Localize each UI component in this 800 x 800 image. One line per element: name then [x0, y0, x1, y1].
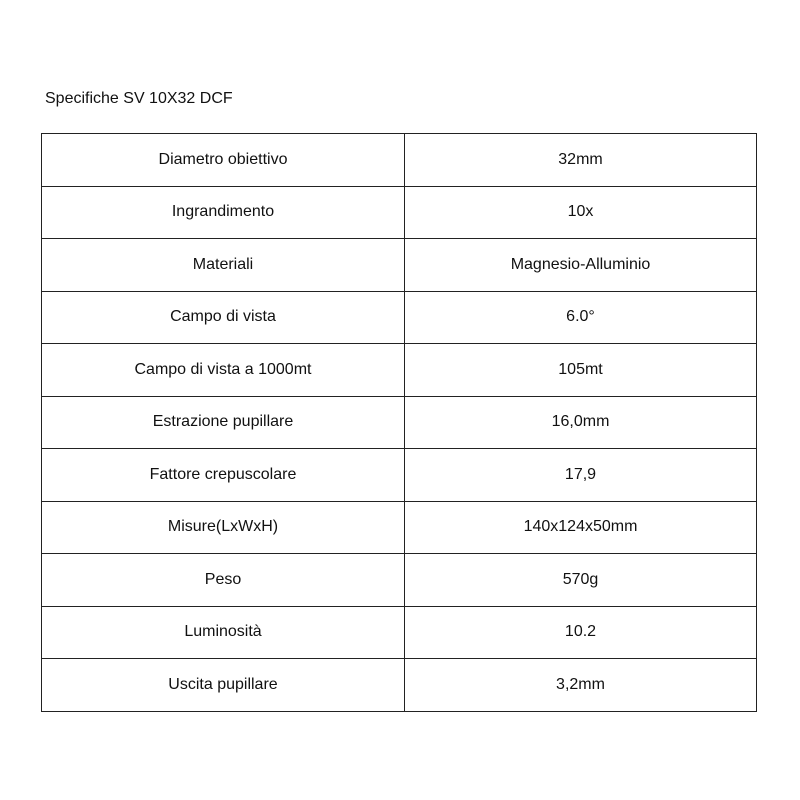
- table-row: [42, 186, 757, 239]
- table-row: [42, 659, 757, 712]
- spec-table: [41, 133, 757, 712]
- table-row: [42, 606, 757, 659]
- spec-value: 16,0mm: [405, 396, 757, 449]
- table-row: [42, 396, 757, 449]
- spec-label: Campo di vista: [42, 291, 405, 344]
- spec-label: Materiali: [42, 239, 405, 292]
- spec-label: Luminosità: [42, 606, 405, 659]
- spec-value: Magnesio-Alluminio: [405, 239, 757, 292]
- table-row: [42, 291, 757, 344]
- spec-label: Uscita pupillare: [42, 659, 405, 712]
- spec-label: Campo di vista a 1000mt: [42, 344, 405, 397]
- spec-value: 32mm: [405, 134, 757, 187]
- spec-label: Misure(LxWxH): [42, 501, 405, 554]
- spec-label: Estrazione pupillare: [42, 396, 405, 449]
- table-row: [42, 239, 757, 292]
- spec-value: 3,2mm: [405, 659, 757, 712]
- table-row: [42, 134, 757, 187]
- spec-value: 140x124x50mm: [405, 501, 757, 554]
- spec-value: 570g: [405, 554, 757, 607]
- table-row: [42, 344, 757, 397]
- spec-value: 10x: [405, 186, 757, 239]
- spec-value: 17,9: [405, 449, 757, 502]
- table-row: [42, 449, 757, 502]
- spec-label: Peso: [42, 554, 405, 607]
- spec-label: Fattore crepuscolare: [42, 449, 405, 502]
- spec-value: 6.0°: [405, 291, 757, 344]
- spec-label: Ingrandimento: [42, 186, 405, 239]
- table-row: [42, 554, 757, 607]
- table-row: [42, 501, 757, 554]
- document-title: Specifiche SV 10X32 DCF: [45, 90, 233, 107]
- spec-value: 10.2: [405, 606, 757, 659]
- spec-label: Diametro obiettivo: [42, 134, 405, 187]
- spec-value: 105mt: [405, 344, 757, 397]
